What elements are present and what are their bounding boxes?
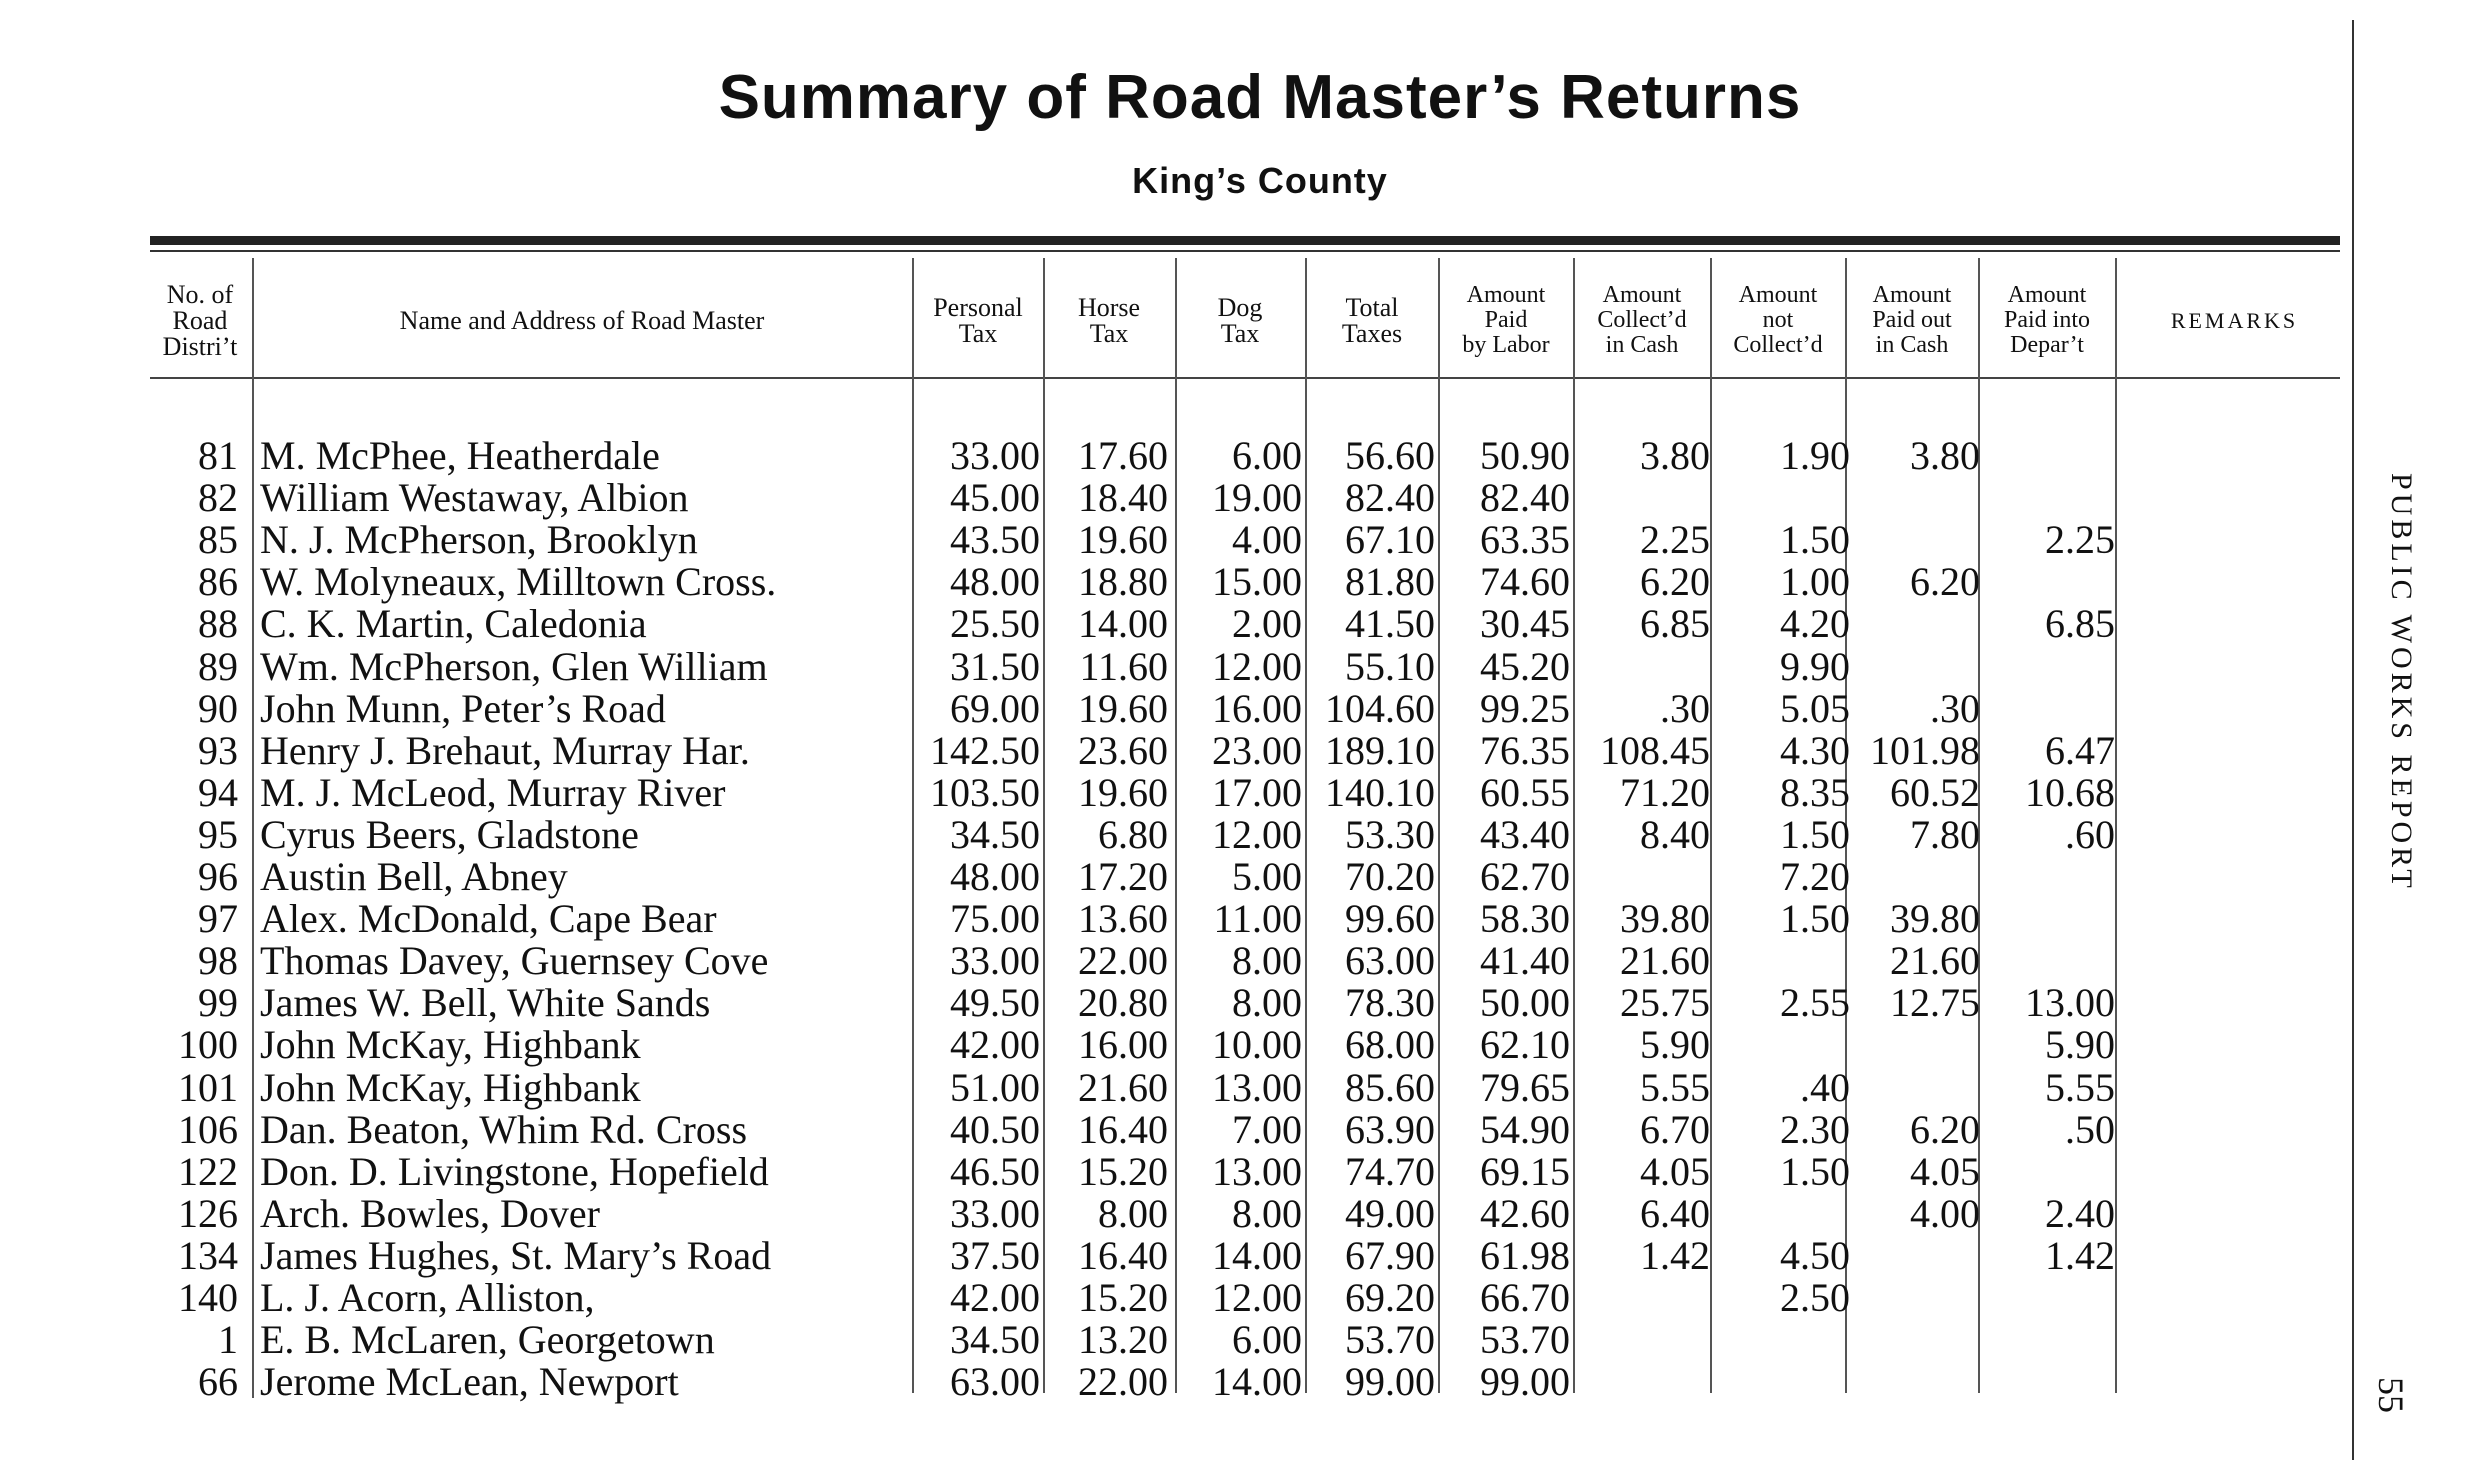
total-taxes: 82.40 [1345, 475, 1435, 521]
road-master-name: M. J. McLeod, Murray River [260, 769, 726, 815]
not-collected: 1.50 [1780, 896, 1850, 942]
total-taxes: 55.10 [1345, 643, 1435, 689]
header-collected-cash: Amount Collect’d in Cash [1597, 282, 1687, 358]
paid-out-cash [1850, 519, 1980, 561]
personal-tax: 48.00 [950, 854, 1040, 899]
paid-out-cash [1850, 1067, 1980, 1109]
not-collected: 2.50 [1780, 1275, 1850, 1320]
paid-by-labor: 50.00 [1480, 980, 1570, 1026]
collected-cash: 5.90 [1640, 1022, 1710, 1068]
paid-into-department [1985, 1319, 2115, 1361]
paid-out-cash [1850, 1024, 1980, 1066]
dog-tax: 13.00 [1212, 1148, 1302, 1194]
paid-into-department [1985, 1361, 2115, 1403]
paid-out-cash: 4.00 [1910, 1190, 1980, 1236]
total-taxes: 67.10 [1345, 517, 1435, 563]
total-taxes: 53.70 [1345, 1317, 1435, 1363]
collected-cash: 5.55 [1640, 1064, 1710, 1110]
paid-by-labor: 99.25 [1480, 685, 1570, 731]
running-header: PUBLIC WORKS REPORT [2385, 472, 2418, 892]
horse-tax: 19.60 [1078, 517, 1168, 563]
collected-cash [1580, 646, 1710, 688]
district-number: 134 [178, 1232, 238, 1278]
header-horse-tax: Horse Tax [1077, 292, 1141, 348]
table-row [0, 1190, 2200, 1236]
horse-tax: 17.20 [1078, 854, 1168, 899]
road-master-name: L. J. Acorn, Alliston, [260, 1275, 595, 1320]
personal-tax: 42.00 [950, 1275, 1040, 1320]
dog-tax: 13.00 [1212, 1064, 1302, 1110]
horse-tax: 6.80 [1098, 811, 1168, 857]
total-taxes: 49.00 [1345, 1190, 1435, 1236]
dog-tax: 12.00 [1212, 1275, 1302, 1320]
paid-out-cash: 60.52 [1890, 769, 1980, 815]
personal-tax: 33.00 [950, 433, 1040, 478]
paid-out-cash [1850, 603, 1980, 645]
page-title: Summary of Road Master’s Returns [718, 63, 1802, 132]
paid-out-cash: 39.80 [1890, 896, 1980, 942]
road-master-name: James W. Bell, White Sands [260, 980, 711, 1026]
district-number: 81 [198, 433, 238, 478]
personal-tax: 45.00 [950, 475, 1040, 521]
district-number: 95 [198, 811, 238, 857]
collected-cash: 108.45 [1600, 727, 1710, 773]
table-row [0, 856, 2200, 898]
dog-tax: 12.00 [1212, 643, 1302, 689]
road-master-name: Austin Bell, Abney [260, 854, 568, 899]
district-number: 66 [198, 1359, 238, 1405]
dog-tax: 15.00 [1212, 559, 1302, 605]
not-collected: 4.20 [1780, 601, 1850, 647]
total-taxes: 69.20 [1345, 1275, 1435, 1320]
road-master-name: John McKay, Highbank [260, 1022, 641, 1068]
horse-tax: 20.80 [1078, 980, 1168, 1026]
personal-tax: 46.50 [950, 1148, 1040, 1194]
paid-into-department: .60 [2065, 811, 2115, 857]
not-collected: 8.35 [1780, 769, 1850, 815]
not-collected [1720, 1319, 1850, 1361]
horse-tax: 19.60 [1078, 769, 1168, 815]
header-dog-tax: Dog Tax [1217, 292, 1263, 348]
not-collected: 2.55 [1780, 980, 1850, 1026]
district-number: 106 [178, 1106, 238, 1152]
dog-tax: 7.00 [1232, 1106, 1302, 1152]
paid-by-labor: 43.40 [1480, 811, 1570, 857]
dog-tax: 14.00 [1212, 1232, 1302, 1278]
header-paid-by-labor: Amount Paid by Labor [1462, 282, 1550, 358]
not-collected: 1.90 [1780, 433, 1850, 478]
not-collected: 9.90 [1780, 643, 1850, 689]
table-row [0, 1361, 2200, 1403]
dog-tax: 4.00 [1232, 517, 1302, 563]
district-number: 101 [178, 1064, 238, 1110]
collected-cash: 4.05 [1640, 1148, 1710, 1194]
paid-by-labor: 45.20 [1480, 643, 1570, 689]
not-collected: 1.50 [1780, 517, 1850, 563]
personal-tax: 69.00 [950, 685, 1040, 731]
total-taxes: 53.30 [1345, 811, 1435, 857]
horse-tax: 22.00 [1078, 938, 1168, 984]
total-taxes: 99.60 [1345, 896, 1435, 942]
horse-tax: 18.80 [1078, 559, 1168, 605]
header-total-taxes: Total Taxes [1341, 292, 1403, 348]
paid-out-cash [1850, 1277, 1980, 1319]
paid-into-department: 1.42 [2045, 1232, 2115, 1278]
not-collected: 5.05 [1780, 685, 1850, 731]
road-master-name: James Hughes, St. Mary’s Road [260, 1232, 772, 1278]
top-rule-thin [150, 250, 2340, 252]
total-taxes: 41.50 [1345, 601, 1435, 647]
district-number: 85 [198, 517, 238, 563]
paid-out-cash: 12.75 [1890, 980, 1980, 1026]
table-row [0, 561, 2200, 603]
personal-tax: 51.00 [950, 1064, 1040, 1110]
total-taxes: 68.00 [1345, 1022, 1435, 1068]
not-collected: 2.30 [1780, 1106, 1850, 1152]
personal-tax: 43.50 [950, 517, 1040, 563]
total-taxes: 85.60 [1345, 1064, 1435, 1110]
collected-cash: 6.85 [1640, 601, 1710, 647]
paid-into-department: 2.40 [2045, 1190, 2115, 1236]
dog-tax: 5.00 [1232, 854, 1302, 899]
page-number: 55 [2371, 1377, 2411, 1413]
district-number: 126 [178, 1190, 238, 1236]
paid-out-cash [1850, 856, 1980, 898]
paid-out-cash: 4.05 [1910, 1148, 1980, 1194]
horse-tax: 15.20 [1078, 1148, 1168, 1194]
table-row [0, 1277, 2200, 1319]
horse-tax: 19.60 [1078, 685, 1168, 731]
not-collected: .40 [1800, 1064, 1850, 1110]
collected-cash [1580, 477, 1710, 519]
horse-tax: 11.60 [1079, 643, 1168, 689]
personal-tax: 40.50 [950, 1106, 1040, 1152]
not-collected: 1.50 [1780, 1148, 1850, 1194]
horse-tax: 13.60 [1078, 896, 1168, 942]
header-name: Name and Address of Road Master [399, 305, 765, 335]
table-row [0, 603, 2200, 645]
not-collected [1720, 477, 1850, 519]
table-row [0, 940, 2200, 982]
district-number: 90 [198, 685, 238, 731]
not-collected: 1.50 [1780, 811, 1850, 857]
total-taxes: 67.90 [1345, 1232, 1435, 1278]
total-taxes: 140.10 [1325, 769, 1435, 815]
road-master-name: John Munn, Peter’s Road [260, 685, 666, 731]
table-row [0, 477, 2200, 519]
not-collected [1720, 1361, 1850, 1403]
personal-tax: 25.50 [950, 601, 1040, 647]
paid-into-department [1985, 561, 2115, 603]
paid-out-cash: 21.60 [1890, 938, 1980, 984]
paid-into-department [1985, 940, 2115, 982]
collected-cash: 2.25 [1640, 517, 1710, 563]
horse-tax: 16.40 [1078, 1232, 1168, 1278]
paid-out-cash: 101.98 [1870, 727, 1980, 773]
header-personal-tax: Personal Tax [933, 292, 1023, 348]
district-number: 86 [198, 559, 238, 605]
paid-into-department: 5.90 [2045, 1022, 2115, 1068]
dog-tax: 2.00 [1232, 601, 1302, 647]
paid-out-cash: 6.20 [1910, 1106, 1980, 1152]
district-number: 140 [178, 1275, 238, 1320]
collected-cash: .30 [1660, 685, 1710, 731]
road-master-name: Thomas Davey, Guernsey Cove [260, 938, 769, 984]
not-collected: 7.20 [1780, 854, 1850, 899]
paid-out-cash [1850, 1319, 1980, 1361]
collected-cash: 71.20 [1620, 769, 1710, 815]
paid-out-cash [1850, 477, 1980, 519]
table-row [0, 982, 2200, 1024]
collected-cash [1580, 856, 1710, 898]
total-taxes: 56.60 [1345, 433, 1435, 478]
table-row [0, 1232, 2200, 1278]
total-taxes: 70.20 [1345, 854, 1435, 899]
table-row [0, 1024, 2200, 1066]
total-taxes: 189.10 [1325, 727, 1435, 773]
dog-tax: 6.00 [1232, 1317, 1302, 1363]
not-collected: 4.30 [1780, 727, 1850, 773]
collected-cash [1580, 1361, 1710, 1403]
road-master-name: M. McPhee, Heatherdale [260, 433, 660, 478]
district-number: 88 [198, 601, 238, 647]
paid-into-department: .50 [2065, 1106, 2115, 1152]
county-subtitle: King’s County [1132, 160, 1388, 201]
paid-into-department: 6.47 [2045, 727, 2115, 773]
dog-tax: 8.00 [1232, 938, 1302, 984]
collected-cash: 6.70 [1640, 1106, 1710, 1152]
total-taxes: 74.70 [1345, 1148, 1435, 1194]
paid-by-labor: 66.70 [1480, 1275, 1570, 1320]
personal-tax: 142.50 [930, 727, 1040, 773]
paid-into-department: 10.68 [2025, 769, 2115, 815]
district-number: 97 [198, 896, 238, 942]
header-rule [150, 377, 2340, 379]
table-row [0, 727, 2200, 773]
header-district: No. of Road Distri’t [162, 279, 238, 361]
table-row [0, 898, 2200, 940]
road-master-name: Dan. Beaton, Whim Rd. Cross [260, 1106, 748, 1152]
district-number: 93 [198, 727, 238, 773]
collected-cash: 1.42 [1640, 1232, 1710, 1278]
paid-out-cash: 7.80 [1910, 811, 1980, 857]
total-taxes: 63.00 [1345, 938, 1435, 984]
table-row [0, 1106, 2200, 1152]
collected-cash: 21.60 [1620, 938, 1710, 984]
personal-tax: 37.50 [950, 1232, 1040, 1278]
collected-cash: 8.40 [1640, 811, 1710, 857]
paid-into-department: 5.55 [2045, 1064, 2115, 1110]
personal-tax: 63.00 [950, 1359, 1040, 1405]
not-collected: 4.50 [1780, 1232, 1850, 1278]
collected-cash: 39.80 [1620, 896, 1710, 942]
district-number: 99 [198, 980, 238, 1026]
dog-tax: 17.00 [1212, 769, 1302, 815]
dog-tax: 10.00 [1212, 1022, 1302, 1068]
dog-tax: 19.00 [1212, 475, 1302, 521]
road-master-name: C. K. Martin, Caledonia [260, 601, 647, 647]
paid-into-department: 13.00 [2025, 980, 2115, 1026]
dog-tax: 8.00 [1232, 1190, 1302, 1236]
road-master-name: N. J. McPherson, Brooklyn [260, 517, 698, 563]
district-number: 1 [218, 1317, 238, 1363]
dog-tax: 6.00 [1232, 433, 1302, 478]
total-taxes: 63.90 [1345, 1106, 1435, 1152]
total-taxes: 81.80 [1345, 559, 1435, 605]
header-not-collected: Amount not Collect’d [1733, 282, 1823, 358]
top-rule [150, 236, 2340, 245]
paid-into-department [1985, 646, 2115, 688]
paid-by-labor: 63.35 [1480, 517, 1570, 563]
horse-tax: 17.60 [1078, 433, 1168, 478]
road-master-name: Cyrus Beers, Gladstone [260, 811, 639, 857]
total-taxes: 99.00 [1345, 1359, 1435, 1405]
dog-tax: 12.00 [1212, 811, 1302, 857]
horse-tax: 22.00 [1078, 1359, 1168, 1405]
dog-tax: 14.00 [1212, 1359, 1302, 1405]
personal-tax: 49.50 [950, 980, 1040, 1026]
personal-tax: 103.50 [930, 769, 1040, 815]
road-master-name: Don. D. Livingstone, Hopefield [260, 1148, 769, 1194]
dog-tax: 23.00 [1212, 727, 1302, 773]
dog-tax: 11.00 [1213, 896, 1302, 942]
horse-tax: 16.40 [1078, 1106, 1168, 1152]
horse-tax: 21.60 [1078, 1064, 1168, 1110]
paid-by-labor: 61.98 [1480, 1232, 1570, 1278]
collected-cash: 6.40 [1640, 1190, 1710, 1236]
horse-tax: 13.20 [1078, 1317, 1168, 1363]
header-paid-out-cash: Amount Paid out in Cash [1872, 282, 1952, 358]
table-row [0, 435, 2200, 477]
paid-out-cash: .30 [1930, 685, 1980, 731]
paid-by-labor: 41.40 [1480, 938, 1570, 984]
paid-by-labor: 82.40 [1480, 475, 1570, 521]
total-taxes: 78.30 [1345, 980, 1435, 1026]
horse-tax: 23.60 [1078, 727, 1168, 773]
paid-out-cash [1850, 1235, 1980, 1277]
header-remarks: REMARKS [2170, 307, 2299, 333]
paid-out-cash [1850, 1361, 1980, 1403]
horse-tax: 18.40 [1078, 475, 1168, 521]
road-master-name: Henry J. Brehaut, Murray Har. [260, 727, 750, 773]
collected-cash: 25.75 [1620, 980, 1710, 1026]
not-collected [1720, 940, 1850, 982]
district-number: 96 [198, 854, 238, 899]
paid-out-cash: 3.80 [1910, 433, 1980, 478]
horse-tax: 15.20 [1078, 1275, 1168, 1320]
paid-out-cash [1850, 646, 1980, 688]
paid-by-labor: 62.70 [1480, 854, 1570, 899]
paid-by-labor: 76.35 [1480, 727, 1570, 773]
collected-cash [1580, 1277, 1710, 1319]
table-row [0, 1319, 2200, 1361]
paid-by-labor: 53.70 [1480, 1317, 1570, 1363]
paid-by-labor: 62.10 [1480, 1022, 1570, 1068]
personal-tax: 34.50 [950, 811, 1040, 857]
horse-tax: 16.00 [1078, 1022, 1168, 1068]
not-collected [1720, 1193, 1850, 1235]
table-row [0, 685, 2200, 731]
paid-by-labor: 42.60 [1480, 1190, 1570, 1236]
personal-tax: 31.50 [950, 643, 1040, 689]
collected-cash: 6.20 [1640, 559, 1710, 605]
personal-tax: 33.00 [950, 938, 1040, 984]
paid-by-labor: 60.55 [1480, 769, 1570, 815]
table-row [0, 1148, 2200, 1194]
road-master-name: Arch. Bowles, Dover [260, 1190, 600, 1236]
paid-into-department: 2.25 [2045, 517, 2115, 563]
road-master-name: E. B. McLaren, Georgetown [260, 1317, 715, 1363]
not-collected [1720, 1024, 1850, 1066]
district-number: 100 [178, 1022, 238, 1068]
table-row [0, 519, 2200, 561]
road-master-name: Wm. McPherson, Glen William [260, 643, 768, 689]
paid-into-department: 6.85 [2045, 601, 2115, 647]
paid-by-labor: 58.30 [1480, 896, 1570, 942]
horse-tax: 14.00 [1078, 601, 1168, 647]
collected-cash: 3.80 [1640, 433, 1710, 478]
paid-into-department [1985, 1151, 2115, 1193]
table-row [0, 643, 2200, 689]
district-number: 98 [198, 938, 238, 984]
district-number: 89 [198, 643, 238, 689]
personal-tax: 34.50 [950, 1317, 1040, 1363]
paid-by-labor: 69.15 [1480, 1148, 1570, 1194]
personal-tax: 48.00 [950, 559, 1040, 605]
road-master-name: John McKay, Highbank [260, 1064, 641, 1110]
table-row [0, 769, 2200, 815]
road-master-name: Alex. McDonald, Cape Bear [260, 896, 717, 942]
paid-by-labor: 30.45 [1480, 601, 1570, 647]
header-paid-into-department: Amount Paid into Depar’t [2003, 282, 2090, 358]
personal-tax: 33.00 [950, 1190, 1040, 1236]
road-master-name: Jerome McLean, Newport [260, 1359, 679, 1405]
district-number: 94 [198, 769, 238, 815]
collected-cash [1580, 1319, 1710, 1361]
not-collected: 1.00 [1780, 559, 1850, 605]
total-taxes: 104.60 [1325, 685, 1435, 731]
district-number: 82 [198, 475, 238, 521]
road-master-name: W. Molyneaux, Milltown Cross. [260, 559, 777, 605]
paid-into-department [1985, 477, 2115, 519]
dog-tax: 8.00 [1232, 980, 1302, 1026]
dog-tax: 16.00 [1212, 685, 1302, 731]
district-number: 122 [178, 1148, 238, 1194]
paid-into-department [1985, 898, 2115, 940]
paid-into-department [1985, 688, 2115, 730]
paid-by-labor: 74.60 [1480, 559, 1570, 605]
road-master-name: William Westaway, Albion [260, 475, 689, 521]
paid-into-department [1985, 1277, 2115, 1319]
paid-by-labor: 99.00 [1480, 1359, 1570, 1405]
paid-by-labor: 79.65 [1480, 1064, 1570, 1110]
paid-by-labor: 50.90 [1480, 433, 1570, 478]
table-row [0, 1064, 2200, 1110]
personal-tax: 42.00 [950, 1022, 1040, 1068]
table-row [0, 811, 2200, 857]
paid-into-department [1985, 435, 2115, 477]
horse-tax: 8.00 [1098, 1190, 1168, 1236]
paid-into-department [1985, 856, 2115, 898]
paid-by-labor: 54.90 [1480, 1106, 1570, 1152]
paid-out-cash: 6.20 [1910, 559, 1980, 605]
personal-tax: 75.00 [950, 896, 1040, 942]
page-edge-line [2352, 20, 2354, 1460]
